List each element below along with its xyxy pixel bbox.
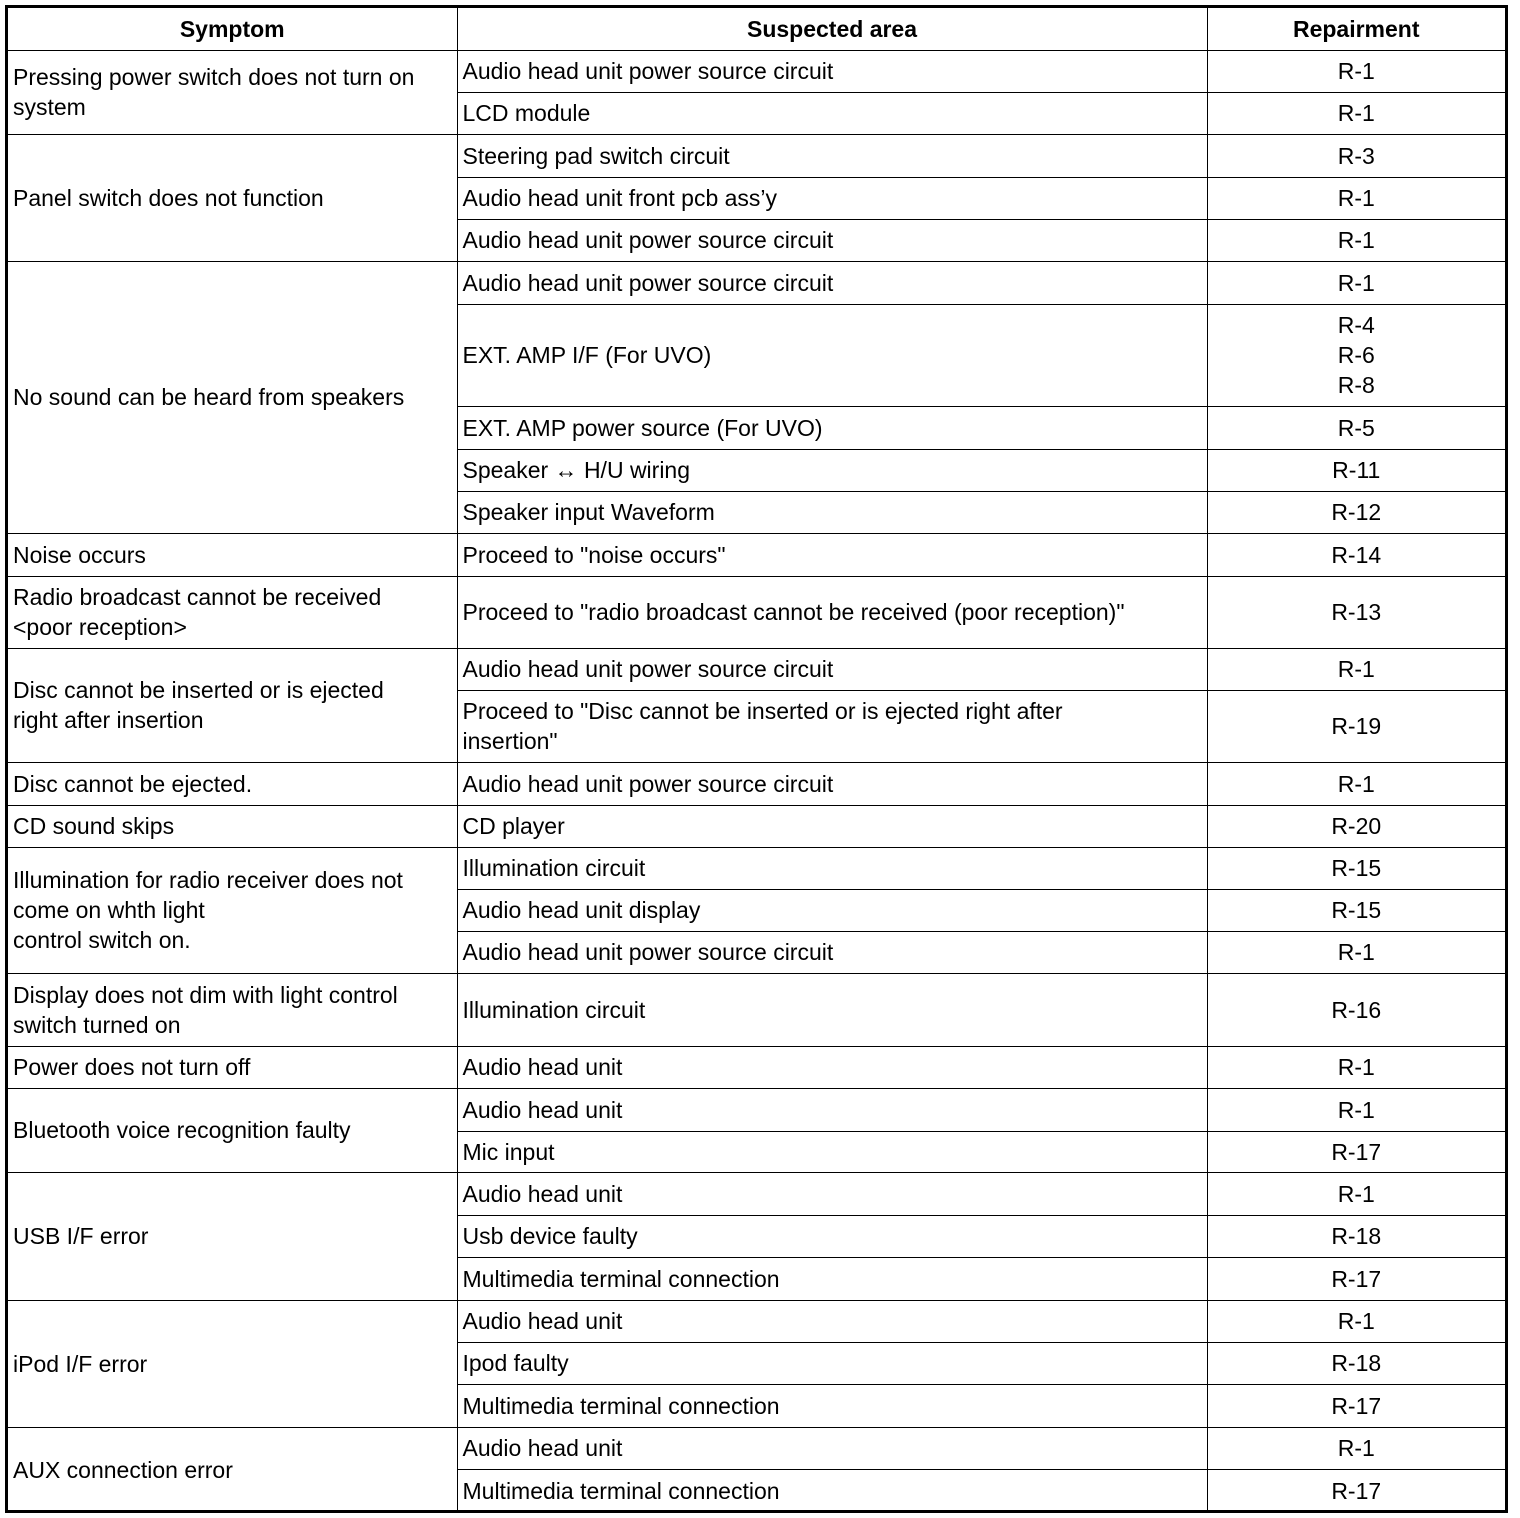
suspected-area-cell: EXT. AMP power source (For UVO) bbox=[457, 406, 1207, 449]
suspected-area-cell: Proceed to "noise occurs" bbox=[457, 533, 1207, 576]
symptom-cell: iPod I/F error bbox=[8, 1300, 457, 1427]
repairment-cell: R-1 bbox=[1207, 1427, 1505, 1469]
suspected-area-cell: Speaker input Waveform bbox=[457, 491, 1207, 533]
table-row bbox=[8, 261, 1505, 304]
symptom-cell: USB I/F error bbox=[8, 1172, 457, 1300]
suspected-area-cell: Audio head unit bbox=[457, 1172, 1207, 1215]
suspected-area-cell: Usb device faulty bbox=[457, 1215, 1207, 1257]
table-row bbox=[8, 847, 1505, 889]
suspected-area-cell: Proceed to "radio broadcast cannot be received (poor reception)" bbox=[457, 576, 1207, 648]
table-row bbox=[8, 1046, 1505, 1088]
suspected-area-cell: Audio head unit bbox=[457, 1046, 1207, 1088]
table-row bbox=[8, 1088, 1505, 1131]
suspected-area-cell: Audio head unit bbox=[457, 1427, 1207, 1469]
repairment-cell: R-1 bbox=[1207, 1300, 1505, 1342]
repairment-cell: R-1 bbox=[1207, 92, 1505, 134]
repairment-cell: R-1 bbox=[1207, 762, 1505, 805]
symptom-cell: No sound can be heard from speakers bbox=[8, 261, 457, 533]
symptom-cell: Illumination for radio receiver does not come on whth light control switch on. bbox=[8, 847, 457, 973]
repairment-cell: R-16 bbox=[1207, 973, 1505, 1046]
repairment-cell: R-14 bbox=[1207, 533, 1505, 576]
repairment-cell: R-1 bbox=[1207, 261, 1505, 304]
repairment-cell: R-1 bbox=[1207, 1046, 1505, 1088]
suspected-area-cell: Mic input bbox=[457, 1131, 1207, 1172]
table-row bbox=[8, 1300, 1505, 1342]
suspected-area-cell: Audio head unit bbox=[457, 1300, 1207, 1342]
suspected-area-cell: Audio head unit power source circuit bbox=[457, 219, 1207, 261]
suspected-area-cell: Multimedia terminal connection bbox=[457, 1257, 1207, 1300]
suspected-area-cell: Audio head unit power source circuit bbox=[457, 648, 1207, 690]
repairment-cell: R-4 R-6 R-8 bbox=[1207, 304, 1505, 406]
suspected-area-cell: Audio head unit power source circuit bbox=[457, 50, 1207, 92]
table-row bbox=[8, 576, 1505, 648]
suspected-area-cell: EXT. AMP I/F (For UVO) bbox=[457, 304, 1207, 406]
repairment-cell: R-17 bbox=[1207, 1469, 1505, 1512]
repairment-cell: R-3 bbox=[1207, 134, 1505, 177]
repairment-cell: R-19 bbox=[1207, 690, 1505, 762]
table-row bbox=[8, 762, 1505, 805]
troubleshooting-table bbox=[8, 8, 1505, 1513]
repairment-cell: R-1 bbox=[1207, 1172, 1505, 1215]
suspected-area-cell: Audio head unit front pcb ass’y bbox=[457, 177, 1207, 219]
table-body bbox=[8, 50, 1505, 1512]
suspected-area-cell: Proceed to "Disc cannot be inserted or is ejected right after insertion" bbox=[457, 690, 1207, 762]
suspected-area-cell: Audio head unit display bbox=[457, 889, 1207, 931]
repairment-cell: R-17 bbox=[1207, 1257, 1505, 1300]
symptom-cell: Panel switch does not function bbox=[8, 134, 457, 261]
repairment-cell: R-17 bbox=[1207, 1384, 1505, 1427]
suspected-area-cell: Audio head unit bbox=[457, 1088, 1207, 1131]
suspected-area-cell: Speaker ↔ H/U wiring bbox=[457, 449, 1207, 491]
suspected-area-column-header: Suspected area bbox=[457, 8, 1207, 50]
suspected-area-cell: Illumination circuit bbox=[457, 973, 1207, 1046]
symptom-cell: Noise occurs bbox=[8, 533, 457, 576]
suspected-area-cell: CD player bbox=[457, 805, 1207, 847]
symptom-cell: Display does not dim with light control switch turned on bbox=[8, 973, 457, 1046]
repairment-cell: R-15 bbox=[1207, 889, 1505, 931]
symptom-cell: CD sound skips bbox=[8, 805, 457, 847]
repairment-cell: R-1 bbox=[1207, 931, 1505, 973]
suspected-area-cell: Illumination circuit bbox=[457, 847, 1207, 889]
symptom-cell: Radio broadcast cannot be received <poor reception> bbox=[8, 576, 457, 648]
repairment-cell: R-1 bbox=[1207, 50, 1505, 92]
repairment-cell: R-18 bbox=[1207, 1342, 1505, 1384]
suspected-area-cell: Multimedia terminal connection bbox=[457, 1469, 1207, 1512]
symptom-column-header: Symptom bbox=[8, 8, 457, 50]
repairment-column-header: Repairment bbox=[1207, 8, 1505, 50]
table-row bbox=[8, 1427, 1505, 1469]
suspected-area-cell: Audio head unit power source circuit bbox=[457, 762, 1207, 805]
suspected-area-cell: Multimedia terminal connection bbox=[457, 1384, 1207, 1427]
repairment-cell: R-11 bbox=[1207, 449, 1505, 491]
repairment-cell: R-13 bbox=[1207, 576, 1505, 648]
suspected-area-cell: Audio head unit power source circuit bbox=[457, 931, 1207, 973]
suspected-area-cell: Steering pad switch circuit bbox=[457, 134, 1207, 177]
table-row bbox=[8, 805, 1505, 847]
repairment-cell: R-15 bbox=[1207, 847, 1505, 889]
table-row bbox=[8, 648, 1505, 690]
symptom-cell: Pressing power switch does not turn on system bbox=[8, 50, 457, 134]
suspected-area-cell: Ipod faulty bbox=[457, 1342, 1207, 1384]
table-header-row bbox=[8, 8, 1505, 50]
repairment-cell: R-5 bbox=[1207, 406, 1505, 449]
table-row bbox=[8, 50, 1505, 92]
table-row bbox=[8, 1172, 1505, 1215]
repairment-cell: R-20 bbox=[1207, 805, 1505, 847]
repairment-cell: R-12 bbox=[1207, 491, 1505, 533]
table-row bbox=[8, 134, 1505, 177]
repairment-cell: R-1 bbox=[1207, 177, 1505, 219]
symptom-cell: Bluetooth voice recognition faulty bbox=[8, 1088, 457, 1172]
symptom-cell: Power does not turn off bbox=[8, 1046, 457, 1088]
troubleshooting-table-frame bbox=[5, 5, 1508, 1513]
repairment-cell: R-1 bbox=[1207, 1088, 1505, 1131]
suspected-area-cell: Audio head unit power source circuit bbox=[457, 261, 1207, 304]
symptom-cell: Disc cannot be inserted or is ejected right after insertion bbox=[8, 648, 457, 762]
suspected-area-cell: LCD module bbox=[457, 92, 1207, 134]
repairment-cell: R-1 bbox=[1207, 648, 1505, 690]
symptom-cell: Disc cannot be ejected. bbox=[8, 762, 457, 805]
symptom-cell: AUX connection error bbox=[8, 1427, 457, 1512]
repairment-cell: R-17 bbox=[1207, 1131, 1505, 1172]
repairment-cell: R-18 bbox=[1207, 1215, 1505, 1257]
table-row bbox=[8, 973, 1505, 1046]
table-row bbox=[8, 533, 1505, 576]
repairment-cell: R-1 bbox=[1207, 219, 1505, 261]
